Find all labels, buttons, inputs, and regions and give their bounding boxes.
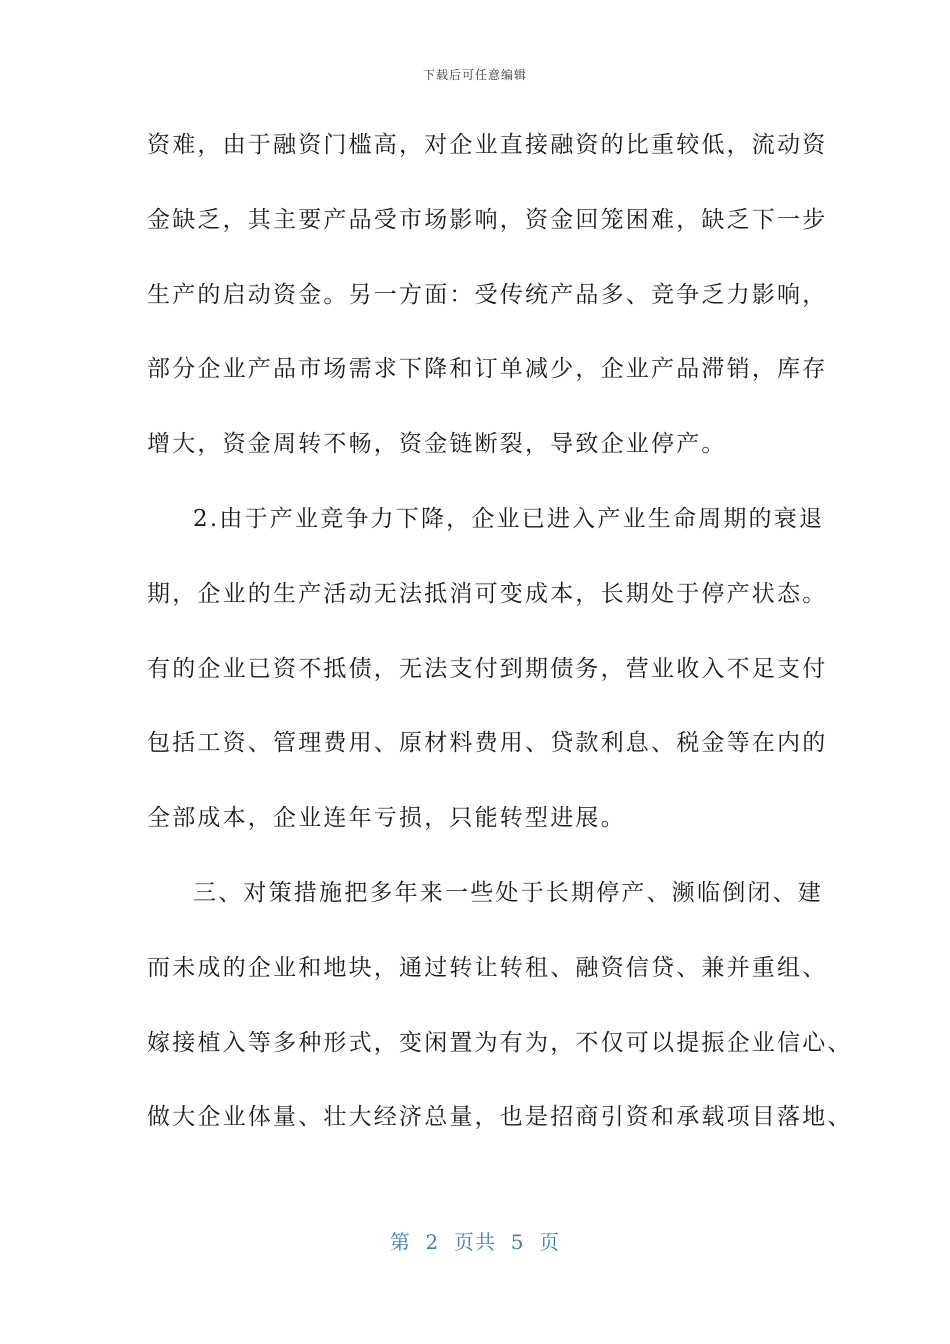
text-line-5: 增大，资金周转不畅，资金链断裂，导致企业停产。 [147, 431, 727, 458]
text-line-2: 金缺乏，其主要产品受市场影响，资金回笼困难，缺乏下一步 [147, 206, 828, 233]
text-line-9: 包括工资、管理费用、原材料费用、贷款利息、税金等在内的 [147, 730, 828, 757]
text-line-7: 期，企业的生产活动无法抵消可变成本，长期处于停产状态。 [147, 580, 828, 607]
document-body [147, 108, 853, 1155]
text-line-10: 全部成本，企业连年亏损，只能转型进展。 [147, 805, 626, 832]
text-line-13: 嫁接植入等多种形式，变闲置为有为，不仅可以提振企业信心、 [147, 1029, 853, 1056]
text-line-11: 三、对策措施把多年来一些处于长期停产、濒临倒闭、建 [193, 879, 823, 906]
text-line-12: 而未成的企业和地块，通过转让转租、融资信贷、兼并重组、 [147, 954, 828, 981]
page-header: 下载后可任意编辑 [422, 68, 527, 82]
page-number-footer: 第 2 页共 5 页 [389, 1230, 561, 1254]
text-line-14: 做大企业体量、壮大经济总量，也是招商引资和承载项目落地、 [147, 1104, 853, 1131]
text-line-4: 部分企业产品市场需求下降和订单减少，企业产品滞销，库存 [147, 356, 828, 383]
text-line-8: 有的企业已资不抵债，无法支付到期债务，营业收入不足支付 [147, 655, 828, 682]
text-line-3: 生产的启动资金。另一方面：受传统产品多、竞争乏力影响， [147, 281, 828, 308]
text-line-1: 资难，由于融资门槛高，对企业直接融资的比重较低，流动资 [147, 132, 828, 158]
text-line-6: 2.由于产业竞争力下降，企业已进入产业生命周期的衰退 [193, 505, 825, 532]
